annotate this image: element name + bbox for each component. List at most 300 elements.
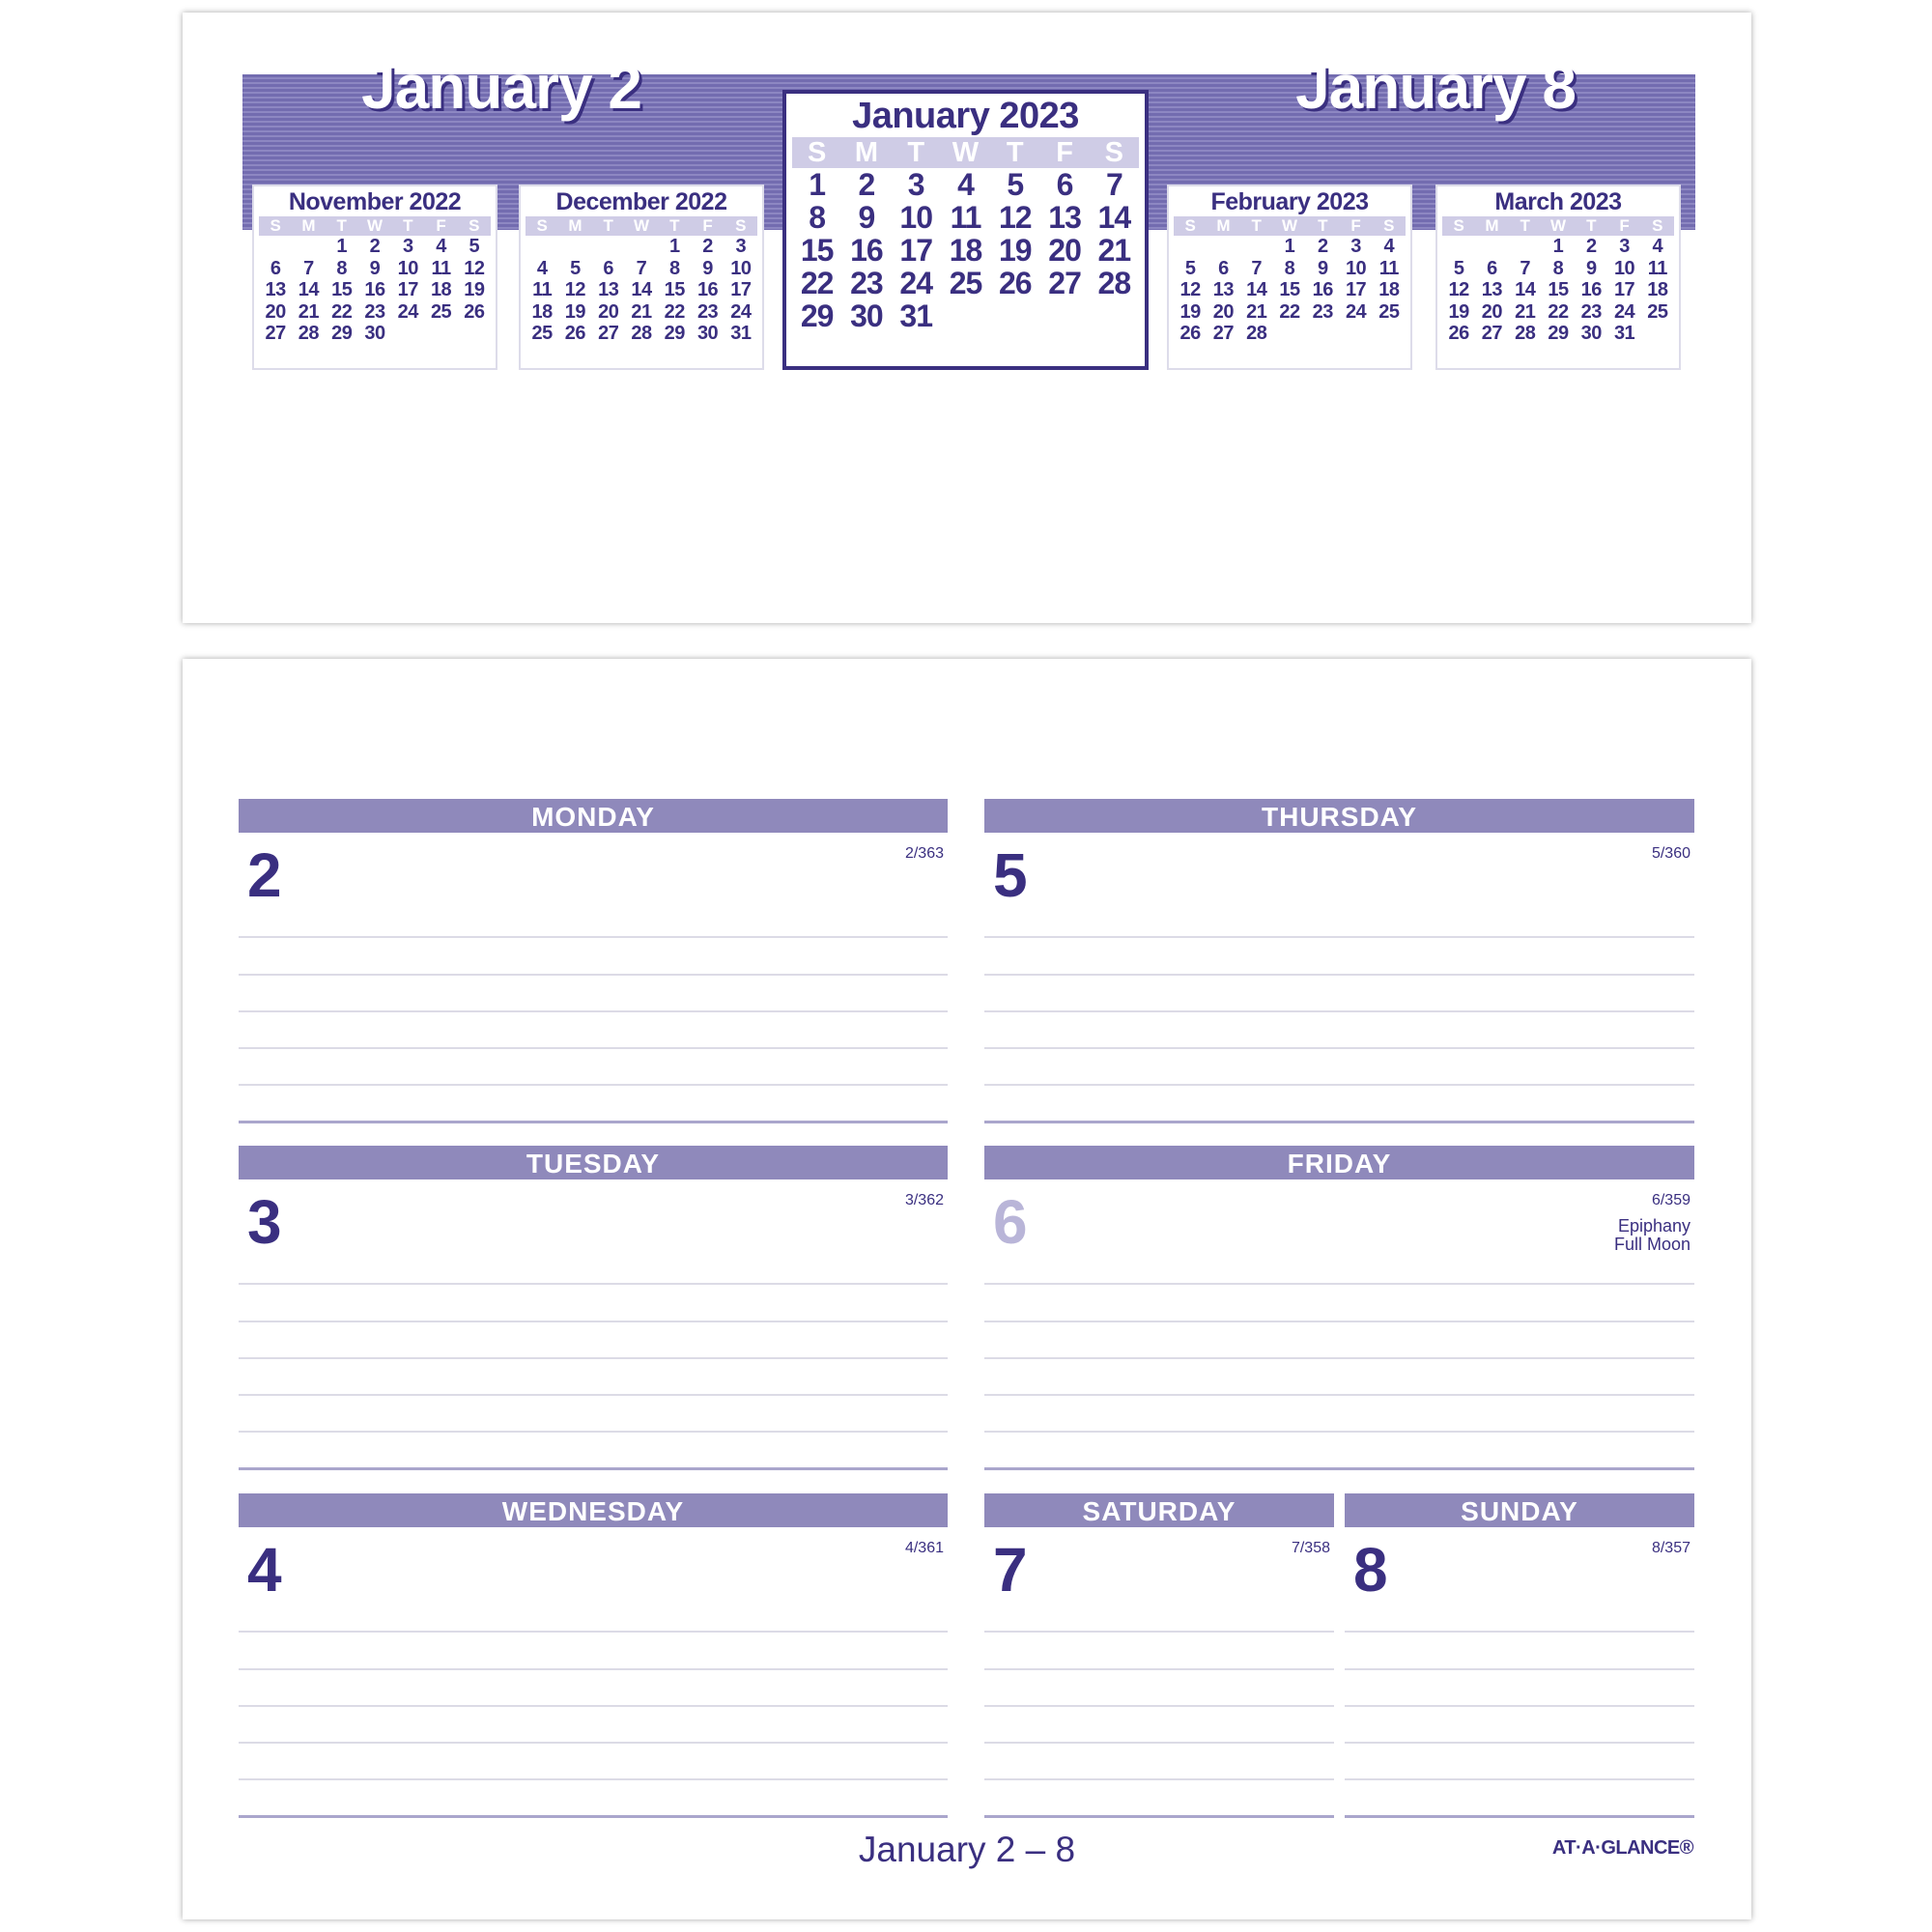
empty-cell xyxy=(592,236,625,258)
day-header: SUNDAY xyxy=(1345,1493,1694,1527)
writing-line[interactable] xyxy=(239,974,948,976)
weekday-letter: S xyxy=(735,216,747,235)
week-row xyxy=(1442,301,1674,324)
day-block-tuesday[interactable] xyxy=(239,1146,948,1468)
day-block-sunday[interactable] xyxy=(1345,1493,1694,1816)
empty-cell xyxy=(526,236,558,258)
week-row xyxy=(526,236,757,258)
current-month-calendar xyxy=(782,90,1149,370)
empty-cell xyxy=(458,323,491,345)
calendar-day: 26 xyxy=(998,266,1032,300)
calendar-day: 22 xyxy=(1279,300,1300,323)
calendar-day: 27 xyxy=(265,323,286,344)
week-end-date: January 8 xyxy=(1295,52,1576,122)
calendar-day: 24 xyxy=(1345,300,1367,323)
weekday-letter: W xyxy=(633,216,650,235)
calendar-day: 28 xyxy=(298,323,320,344)
weekday-letter: M xyxy=(1485,216,1499,235)
writing-line[interactable] xyxy=(239,1668,948,1670)
calendar-day: 18 xyxy=(1647,279,1668,300)
writing-line[interactable] xyxy=(984,1283,1694,1285)
writing-line[interactable] xyxy=(1345,1705,1694,1707)
writing-line[interactable] xyxy=(984,1084,1694,1086)
writing-line[interactable] xyxy=(984,1668,1334,1670)
section-divider xyxy=(239,1121,948,1123)
day-notes xyxy=(1614,1217,1690,1254)
writing-line[interactable] xyxy=(239,1321,948,1322)
weekday-letter: T xyxy=(1318,216,1328,235)
calendar-day: 26 xyxy=(1179,323,1201,344)
weekday-letter: T xyxy=(336,216,347,235)
section-divider xyxy=(1345,1815,1694,1818)
week-row xyxy=(1174,323,1406,345)
weekday-letter: T xyxy=(1251,216,1262,235)
calendar-day: 14 xyxy=(1246,279,1267,300)
writing-line[interactable] xyxy=(984,1047,1694,1049)
weekday-letter: F xyxy=(436,216,446,235)
writing-line[interactable] xyxy=(984,1394,1694,1396)
empty-cell xyxy=(292,236,325,258)
calendar-day: 28 xyxy=(631,323,652,344)
calendar-day: 15 xyxy=(1279,279,1300,300)
empty-cell xyxy=(1207,236,1239,258)
calendar-day: 15 xyxy=(800,233,834,268)
calendar-day: 17 xyxy=(899,233,932,268)
calendar-day: 4 xyxy=(536,257,548,279)
calendar-day: 2 xyxy=(702,236,713,257)
calendar-day: 22 xyxy=(331,300,353,323)
calendar-day: 16 xyxy=(364,279,385,300)
empty-cell xyxy=(1240,236,1273,258)
calendar-day: 8 xyxy=(1552,257,1564,279)
writing-line[interactable] xyxy=(239,1394,948,1396)
holiday-note: Full Moon xyxy=(1613,1235,1690,1254)
weekday-letter: W xyxy=(1549,216,1567,235)
section-divider xyxy=(984,1121,1694,1123)
calendar-day: 26 xyxy=(464,300,485,323)
day-of-year: 2/363 xyxy=(904,845,944,862)
week-row xyxy=(1174,236,1406,258)
calendar-day: 27 xyxy=(1212,323,1235,344)
calendar-day: 11 xyxy=(1647,257,1667,279)
calendar-day: 21 xyxy=(631,300,652,323)
empty-cell xyxy=(1090,299,1139,332)
day-number: 3 xyxy=(247,1187,282,1257)
calendar-day: 4 xyxy=(1383,236,1395,257)
calendar-day: 22 xyxy=(664,300,685,323)
calendar-day: 10 xyxy=(1345,257,1367,279)
calendar-day: 10 xyxy=(1613,257,1635,279)
calendar-day: 4 xyxy=(1652,236,1663,257)
calendar-day: 4 xyxy=(436,236,446,257)
writing-line[interactable] xyxy=(1345,1631,1694,1633)
calendar-day: 18 xyxy=(1378,279,1400,300)
weekday-letter: T xyxy=(1006,137,1024,168)
day-of-year: 8/357 xyxy=(1651,1540,1690,1556)
calendar-day: 31 xyxy=(899,298,932,333)
mini-calendar xyxy=(1167,185,1412,370)
writing-line[interactable] xyxy=(984,1010,1694,1012)
week-row xyxy=(1442,279,1674,301)
calendar-day: 31 xyxy=(730,323,752,344)
mini-calendar-title: March 2023 xyxy=(1494,188,1622,215)
weekday-letter: F xyxy=(1619,216,1630,235)
calendar-day: 9 xyxy=(858,200,875,235)
weekday-letter: M xyxy=(854,137,878,168)
calendar-day: 12 xyxy=(1179,279,1201,300)
empty-cell xyxy=(424,323,457,345)
calendar-day: 23 xyxy=(1580,300,1602,323)
weekday-letter: S xyxy=(1104,137,1124,168)
weekday-letter: S xyxy=(1453,216,1464,235)
week-row xyxy=(526,279,757,301)
day-block-wednesday[interactable] xyxy=(239,1493,948,1816)
calendar-day: 6 xyxy=(1218,257,1229,279)
week-row xyxy=(526,258,757,280)
day-of-year: 5/360 xyxy=(1651,845,1690,862)
section-divider xyxy=(239,1467,948,1470)
calendar-day: 9 xyxy=(1317,257,1328,279)
weekday-letter: S xyxy=(536,216,548,235)
day-number: 6 xyxy=(993,1187,1028,1257)
week-row xyxy=(792,299,1139,332)
weekday-letter: F xyxy=(1350,216,1361,235)
day-block-saturday[interactable] xyxy=(984,1493,1334,1816)
calendar-day: 13 xyxy=(1212,279,1235,300)
calendar-day: 13 xyxy=(1048,200,1081,235)
calendar-day: 2 xyxy=(858,167,875,202)
calendar-day: 25 xyxy=(1378,300,1400,323)
day-number: 4 xyxy=(247,1535,282,1605)
calendar-day: 23 xyxy=(1312,300,1333,323)
calendar-day: 23 xyxy=(850,266,883,300)
calendar-day: 19 xyxy=(1179,300,1201,323)
empty-cell xyxy=(1641,323,1674,345)
calendar-day: 24 xyxy=(899,266,932,300)
calendar-day: 21 xyxy=(1246,300,1267,323)
calendar-day: 19 xyxy=(464,279,485,300)
calendar-day: 30 xyxy=(1580,323,1602,344)
calendar-day: 3 xyxy=(735,236,747,257)
day-block-thursday[interactable] xyxy=(984,799,1694,1122)
weekday-letter: T xyxy=(403,216,413,235)
writing-line[interactable] xyxy=(1345,1778,1694,1780)
calendar-day: 21 xyxy=(1515,300,1536,323)
empty-cell xyxy=(1442,236,1475,258)
writing-line[interactable] xyxy=(1345,1668,1694,1670)
day-number: 8 xyxy=(1353,1535,1388,1605)
calendar-day: 1 xyxy=(1552,236,1564,257)
day-block-friday[interactable] xyxy=(984,1146,1694,1468)
week-row xyxy=(1442,258,1674,280)
writing-line[interactable] xyxy=(239,1010,948,1012)
brand-logo: AT·A·GLANCE® xyxy=(1551,1837,1693,1859)
weekday-letter: S xyxy=(469,216,480,235)
week-row xyxy=(1174,279,1406,301)
week-row xyxy=(1442,236,1674,258)
calendar-day: 10 xyxy=(730,257,752,279)
calendar-day: 29 xyxy=(664,323,685,344)
calendar-day: 6 xyxy=(603,257,614,279)
calendar-day: 7 xyxy=(1251,257,1263,279)
calendar-day: 9 xyxy=(369,257,381,279)
calendar-day: 28 xyxy=(1246,323,1267,344)
week-row xyxy=(526,323,757,345)
calendar-day: 17 xyxy=(1345,279,1367,300)
day-header: WEDNESDAY xyxy=(239,1493,948,1527)
calendar-day: 6 xyxy=(1056,167,1073,202)
empty-cell xyxy=(1373,323,1406,345)
writing-line[interactable] xyxy=(239,1283,948,1285)
calendar-day: 10 xyxy=(899,200,932,235)
weekday-header xyxy=(792,137,1139,168)
calendar-day: 16 xyxy=(696,279,719,300)
calendar-day: 11 xyxy=(1378,257,1399,279)
writing-line[interactable] xyxy=(984,936,1694,938)
calendar-day: 19 xyxy=(1448,300,1469,323)
weekly-page xyxy=(183,659,1751,1919)
empty-cell xyxy=(1273,323,1306,345)
writing-line[interactable] xyxy=(239,936,948,938)
calendar-day: 23 xyxy=(364,300,385,323)
writing-line[interactable] xyxy=(239,1084,948,1086)
day-header: FRIDAY xyxy=(984,1146,1694,1179)
weekday-letter: T xyxy=(907,137,925,168)
day-of-year: 4/361 xyxy=(904,1540,944,1556)
calendar-day: 2 xyxy=(1317,236,1328,257)
calendar-day: 20 xyxy=(1481,300,1503,323)
weekday-letter: F xyxy=(1056,137,1073,168)
weekday-header xyxy=(526,216,757,236)
day-number: 5 xyxy=(993,840,1028,910)
calendar-day: 30 xyxy=(696,323,719,344)
writing-line[interactable] xyxy=(239,1705,948,1707)
empty-cell xyxy=(625,236,658,258)
calendar-day: 22 xyxy=(800,266,834,300)
calendar-day: 20 xyxy=(265,300,286,323)
calendar-day: 8 xyxy=(336,257,348,279)
week-row xyxy=(1174,258,1406,280)
calendar-day: 30 xyxy=(364,323,385,344)
calendar-day: 29 xyxy=(1548,323,1569,344)
day-of-year: 7/358 xyxy=(1291,1540,1330,1556)
calendar-day: 5 xyxy=(1184,257,1196,279)
calendar-day: 13 xyxy=(265,279,286,300)
calendar-day: 5 xyxy=(1453,257,1464,279)
calendar-day: 25 xyxy=(949,266,982,300)
calendar-day: 1 xyxy=(809,167,826,202)
calendar-day: 20 xyxy=(1212,300,1235,323)
weekday-letter: M xyxy=(1216,216,1231,235)
calendar-day: 18 xyxy=(430,279,452,300)
calendar-day: 12 xyxy=(998,200,1032,235)
writing-line[interactable] xyxy=(984,1431,1694,1433)
calendar-day: 1 xyxy=(336,236,348,257)
weekday-letter: T xyxy=(669,216,680,235)
weekday-letter: S xyxy=(1652,216,1663,235)
calendar-day: 29 xyxy=(800,298,834,333)
calendar-day: 20 xyxy=(598,300,619,323)
calendar-day: 3 xyxy=(1619,236,1630,257)
calendar-day: 22 xyxy=(1548,300,1569,323)
calendar-day: 13 xyxy=(1481,279,1503,300)
current-month-title: January 2023 xyxy=(852,96,1079,136)
calendar-day: 7 xyxy=(303,257,314,279)
writing-line[interactable] xyxy=(239,1742,948,1744)
calendar-day: 28 xyxy=(1515,323,1536,344)
calendar-day: 14 xyxy=(631,279,652,300)
calendar-day: 1 xyxy=(1284,236,1295,257)
calendar-day: 21 xyxy=(1097,233,1131,268)
week-row xyxy=(259,236,491,258)
calendar-day: 16 xyxy=(1312,279,1333,300)
empty-cell xyxy=(990,299,1039,332)
calendar-day: 3 xyxy=(907,167,924,202)
section-divider xyxy=(984,1815,1334,1818)
writing-line[interactable] xyxy=(239,1631,948,1633)
calendar-day: 2 xyxy=(1585,236,1597,257)
mini-calendar xyxy=(519,185,764,370)
writing-line[interactable] xyxy=(984,1705,1334,1707)
week-row xyxy=(792,234,1139,267)
weekday-letter: T xyxy=(1586,216,1597,235)
week-row xyxy=(1174,301,1406,324)
week-row xyxy=(259,323,491,345)
writing-line[interactable] xyxy=(984,1321,1694,1322)
calendar-day: 13 xyxy=(598,279,619,300)
calendar-day: 9 xyxy=(1585,257,1597,279)
calendar-day: 7 xyxy=(1520,257,1531,279)
calendar-day: 14 xyxy=(1097,200,1131,235)
writing-line[interactable] xyxy=(239,1778,948,1780)
writing-line[interactable] xyxy=(239,1431,948,1433)
day-header: MONDAY xyxy=(239,799,948,833)
writing-line[interactable] xyxy=(239,1047,948,1049)
mini-calendar xyxy=(252,185,497,370)
calendar-day: 16 xyxy=(1580,279,1602,300)
calendar-day: 12 xyxy=(464,257,485,279)
section-divider xyxy=(239,1815,948,1818)
calendar-day: 14 xyxy=(298,279,320,300)
empty-cell xyxy=(1509,236,1542,258)
calendar-day: 12 xyxy=(1448,279,1469,300)
weekday-letter: S xyxy=(1184,216,1196,235)
empty-cell xyxy=(1306,323,1339,345)
calendar-day: 29 xyxy=(331,323,353,344)
calendar-day: 18 xyxy=(531,300,553,323)
calendar-day: 8 xyxy=(809,200,826,235)
week-row xyxy=(526,301,757,324)
weekday-letter: S xyxy=(1383,216,1395,235)
empty-cell xyxy=(1475,236,1508,258)
calendar-day: 19 xyxy=(564,300,586,323)
empty-cell xyxy=(558,236,591,258)
weekday-letter: M xyxy=(568,216,582,235)
calendar-day: 24 xyxy=(397,300,418,323)
day-header: SATURDAY xyxy=(984,1493,1334,1527)
calendar-day: 21 xyxy=(298,300,320,323)
calendar-day: 5 xyxy=(570,257,581,279)
empty-cell xyxy=(1339,323,1372,345)
weekday-header xyxy=(1174,216,1406,236)
calendar-day: 20 xyxy=(1048,233,1081,268)
calendar-day: 17 xyxy=(397,279,418,300)
writing-line[interactable] xyxy=(984,974,1694,976)
calendar-day: 15 xyxy=(1548,279,1569,300)
calendar-day: 27 xyxy=(1481,323,1503,344)
writing-line[interactable] xyxy=(984,1357,1694,1359)
calendar-day: 6 xyxy=(1487,257,1497,279)
calendar-day: 7 xyxy=(1105,167,1122,202)
weekday-letter: S xyxy=(807,137,827,168)
day-of-year: 3/362 xyxy=(904,1192,944,1208)
week-row xyxy=(259,258,491,280)
calendar-day: 28 xyxy=(1097,266,1131,300)
weekday-letter: W xyxy=(952,137,980,168)
writing-line[interactable] xyxy=(239,1357,948,1359)
week-row xyxy=(259,301,491,324)
writing-line[interactable] xyxy=(984,1631,1334,1633)
calendar-day: 9 xyxy=(702,257,713,279)
mini-calendar-title: November 2022 xyxy=(288,188,462,215)
calendar-day: 8 xyxy=(1284,257,1295,279)
calendar-day: 26 xyxy=(1448,323,1469,344)
day-block-monday[interactable] xyxy=(239,799,948,1122)
empty-cell xyxy=(941,299,990,332)
week-row xyxy=(792,168,1139,201)
calendar-day: 24 xyxy=(1613,300,1635,323)
calendar-day: 26 xyxy=(564,323,586,344)
holiday-note: Epiphany xyxy=(1617,1216,1690,1236)
monthly-overview-page xyxy=(183,13,1751,623)
calendar-day: 11 xyxy=(532,279,553,300)
week-row xyxy=(259,279,491,301)
calendar-day: 19 xyxy=(998,233,1032,268)
weekday-header xyxy=(259,216,491,236)
writing-line[interactable] xyxy=(984,1742,1334,1744)
weekday-letter: S xyxy=(270,216,281,235)
day-header: THURSDAY xyxy=(984,799,1694,833)
calendar-day: 23 xyxy=(696,300,719,323)
weekday-letter: W xyxy=(366,216,384,235)
calendar-day: 18 xyxy=(949,233,982,268)
week-row xyxy=(792,267,1139,299)
weekday-header xyxy=(1442,216,1674,236)
calendar-day: 16 xyxy=(850,233,883,268)
empty-cell xyxy=(1174,236,1207,258)
calendar-day: 3 xyxy=(402,236,413,257)
calendar-day: 11 xyxy=(431,257,451,279)
writing-line[interactable] xyxy=(1345,1742,1694,1744)
calendar-day: 25 xyxy=(430,300,452,323)
calendar-day: 12 xyxy=(564,279,586,300)
section-divider xyxy=(984,1467,1694,1470)
calendar-day: 17 xyxy=(730,279,752,300)
calendar-day: 31 xyxy=(1613,323,1635,344)
calendar-day: 8 xyxy=(668,257,680,279)
day-number: 2 xyxy=(247,840,282,910)
calendar-day: 27 xyxy=(1048,266,1081,300)
calendar-day: 7 xyxy=(636,257,647,279)
calendar-day: 5 xyxy=(469,236,480,257)
calendar-day: 3 xyxy=(1350,236,1361,257)
calendar-day: 15 xyxy=(331,279,353,300)
calendar-day: 17 xyxy=(1613,279,1635,300)
writing-line[interactable] xyxy=(984,1778,1334,1780)
calendar-day: 27 xyxy=(598,323,619,344)
calendar-day: 6 xyxy=(270,257,281,279)
calendar-day: 25 xyxy=(1647,300,1668,323)
